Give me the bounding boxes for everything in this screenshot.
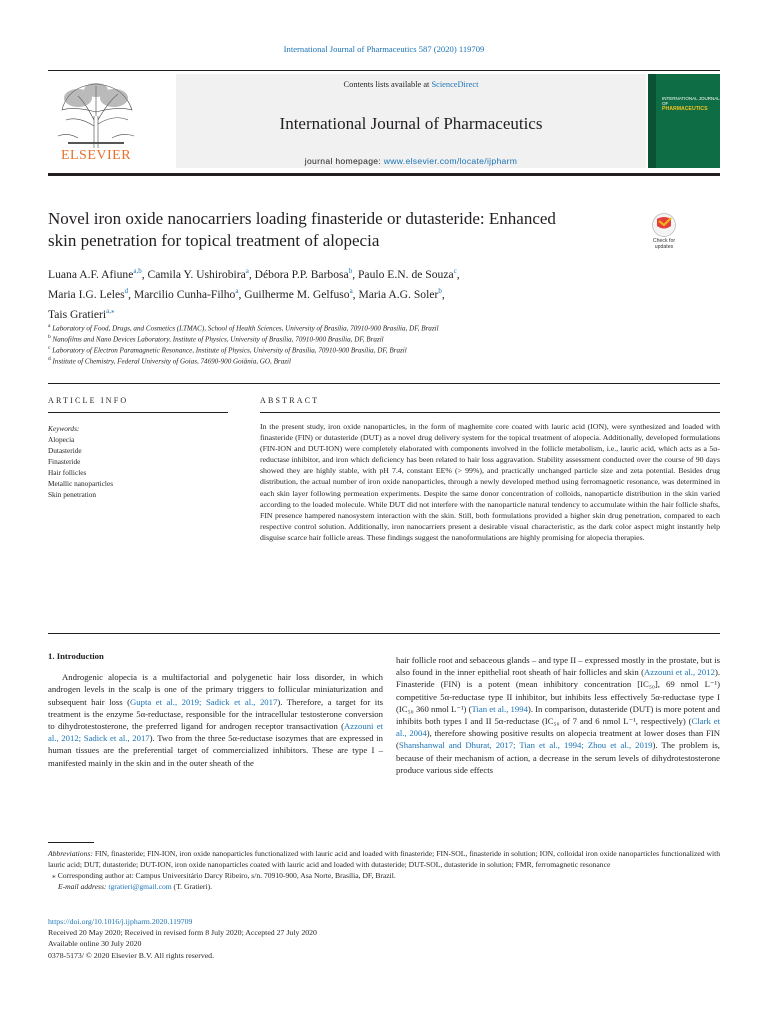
intro-column-right xyxy=(396,654,720,776)
keywords-block xyxy=(48,423,218,500)
intro-column-left xyxy=(48,650,383,769)
footnote-rule xyxy=(48,842,94,843)
homepage-prefix: journal homepage: xyxy=(304,156,382,166)
homepage-link[interactable]: www.elsevier.com/locate/ijpharm xyxy=(383,156,518,166)
keyword: Finasteride xyxy=(48,457,81,466)
cover-title-line2: PHARMACEUTICS xyxy=(662,106,708,112)
journal-name: International Journal of Pharmaceutics xyxy=(279,114,543,133)
email-link[interactable]: tgratieri@gmail.com xyxy=(108,882,172,891)
keyword: Skin penetration xyxy=(48,490,97,499)
sciencedirect-link[interactable]: ScienceDirect xyxy=(431,80,479,89)
intro-paragraph-continued: hair follicle root and sebaceous glands – and type II – expressed mostly in the prostate, but is also found in the inner epithelial root sheath of hair follicles and skin (Azzouni et al., 2012). Finasteride (FIN) is a potent (mean inhibitory concentration [IC₅₀], 69 nmol L⁻¹) competitive 5α-reductase type II inhibitor, but inhibits less effectively 5α-reductase type I (IC₅₀ 360 nmol L⁻¹) (Tian et al., 1994). In comparison, dutasteride (DUT) is more potent and inhibits both types I and II 5α-reductase (IC₅₀ of 7 and 6 nmol L⁻¹, respectively) (Clark et al., 2004), therefore showing positive results on alopecia treatment at lower doses than FIN (Shanshanwal and Dhurat, 2017; Tian et al., 1994; Zhou et al., 2019). The problem is, because of their mechanism of action, a decrease in the serum levels of dihydrotestosterone produce various side effects xyxy=(396,655,721,775)
affiliation: $^a$ Laboratory of Food, Drugs, and Cosmetics (LTMAC), School of Health Sciences, University of Brasília, 70910-900 Brasília, DF, Brazil xyxy=(48,323,439,333)
check-for-updates-line2: updates xyxy=(654,244,674,250)
header-top-rule xyxy=(48,70,720,71)
affiliation: $^d$ Institute of Chemistry, Federal University of Goias, 74690-900 Goiânia, GO, Brazil xyxy=(48,356,291,366)
contents-prefix: Contents lists available at xyxy=(343,80,430,89)
check-for-updates-button[interactable] xyxy=(645,212,683,256)
author[interactable]: Camila Y. Ushirobira$^a$ xyxy=(147,267,249,281)
header-bottom-rule xyxy=(48,173,720,176)
abstract-rule xyxy=(260,412,720,413)
journal-header xyxy=(48,70,720,174)
author[interactable]: Marcilio Cunha-Filho$^a$ xyxy=(133,287,239,301)
publisher-wordmark: ELSEVIER xyxy=(60,148,132,163)
doi-link[interactable]: https://doi.org/10.1016/j.ijpharm.2020.119709 xyxy=(48,917,193,926)
homepage-line xyxy=(176,156,646,166)
keyword: Metallic nanoparticles xyxy=(48,479,114,488)
author[interactable]: Maria I.G. Leles$^d$ xyxy=(48,287,129,301)
contents-line xyxy=(176,80,646,89)
check-for-updates-label xyxy=(645,238,683,250)
author[interactable]: Débora P.P. Barbosa$^b$ xyxy=(254,267,353,281)
author[interactable]: Luana A.F. Afiune$^{a,b}$ xyxy=(48,267,142,281)
check-for-updates-line1: Check for xyxy=(652,238,676,244)
author[interactable]: Guilherme M. Gelfuso$^a$ xyxy=(244,287,353,301)
journal-cover-thumbnail[interactable] xyxy=(648,74,720,168)
article-info-heading: ARTICLE INFO xyxy=(48,396,129,405)
section-divider xyxy=(48,383,720,384)
article-title-line2: skin penetration for topical treatment of alopecia xyxy=(48,231,380,250)
available-online: Available online 30 July 2020 xyxy=(48,939,142,949)
received-dates: Received 20 May 2020; Received in revised form 8 July 2020; Accepted 27 July 2020 xyxy=(48,928,317,938)
cover-band xyxy=(648,74,656,168)
abbreviations-footnote: Abbreviations: FIN, finasteride; FIN-ION, iron oxide nanoparticles functionalized with lauric acid and loaded with finasteride; FIN-SOL, finasteride in solution; ION, colloidal iron oxide nanoparticles functionalized with lauric acid; DUT, dutasteride; DUT-ION, iron oxide nanoparticles coated with lauric acid and loaded with dutasteride; DUT-SOL, dutasteride in solution; FMR, ferromagnetic resonance xyxy=(48,849,720,869)
keyword: Alopecia xyxy=(48,435,75,444)
check-for-updates-icon xyxy=(645,212,683,238)
abstract-heading: ABSTRACT xyxy=(260,396,320,405)
citation-link[interactable]: Clark et al., 2004 xyxy=(396,716,720,739)
affiliation: $^c$ Laboratory of Electron Paramagnetic Resonance, Institute of Physics, University of Brasília, 70910-900 Brasília, DF, Brazil xyxy=(48,345,407,355)
intro-heading: 1. Introduction xyxy=(48,651,104,661)
abstract-text: In the present study, iron oxide nanoparticles, in the form of maghemite core coated with lauric acid (ION), were synthesized and loaded with finasteride (FIN) or dutasteride (DUT) as a novel drug delivery system for the topical treatment of alopecia. Additionally, developed formulations (FIN-ION and DUT-ION) were completely elaborated with components involved in the follicle metabolism, i.e., lauric acid, which acts as a 5α-reductase inhibitor, and iron which deficiency has been related to hair loss aggravation. Stability assessment conducted over the course of 90 days showed they are highly stable, with pH 7.4, constant EE% (> 99%), and practically unchanged particle size and zeta potential. Besides drug distribution, the actual number of iron oxide nanoparticles, through a newly developed method using ferromagnetic resonance, was determined in each skin layer following permeation experiments. Despite the same donor concentration of colloids, nanoparticle distribution in the skin varied according to the loaded molecule. While DUT did not interfere with the nanoparticle natural tendency to accumulate within the hair follicle shafts, FIN presence hampered nanosystem interaction with the skin. Still, both formulations provided a higher skin drug penetration, compared to each respective control solution. Additionally, iron nanocarriers present a desirable visual characteristic, as the dark color aspect might instantly help disguise scarce hair follicle areas. These findings suggest the nanoformulations are highly promising for alopecia therapies. xyxy=(260,422,720,542)
citation-link[interactable]: Azzouni et al., 2012; Sadick et al., 2017 xyxy=(48,721,384,744)
footnotes xyxy=(48,848,720,892)
email-footnote: E-mail address: tgratieri@gmail.com (T. Gratieri). xyxy=(58,882,212,891)
citation-link[interactable]: Tian et al., 1994 xyxy=(471,703,528,714)
author-list: Luana A.F. Afiune$^{a,b}$, Camila Y. Ushirobira$^a$, Débora P.P. Barbosa$^b$, Paulo E.N. de Souza$^c$, Maria I.G. Leles$^d$, Marcilio Cunha-Filho$^a$, Guilherme M. Gelfuso$^a$, Maria A.G. Soler$^b$, Tais Gratieri$^{a,⁎}$ xyxy=(48,267,460,321)
corresponding-author-footnote: ⁎ Corresponding author at: Campus Universitário Darcy Ribeiro, s/n. 70910-900, Asa Norte, Brasília, DF, Brazil. xyxy=(52,871,396,880)
citation-link[interactable]: Gupta et al., 2019; Sadick et al., 2017 xyxy=(130,696,278,707)
keywords-label: Keywords: xyxy=(48,424,80,433)
citation-link[interactable]: Shanshanwal and Dhurat, 2017; Tian et al., 1994; Zhou et al., 2019 xyxy=(398,740,653,751)
journal-banner xyxy=(176,74,646,168)
citation-link[interactable]: Azzouni et al., 2012 xyxy=(644,667,715,678)
article-footer xyxy=(48,916,720,961)
author[interactable]: Paulo E.N. de Souza$^c$ xyxy=(357,267,457,281)
cover-title-line1: INTERNATIONAL JOURNAL OF xyxy=(662,96,720,106)
author[interactable]: Maria A.G. Soler$^b$ xyxy=(358,287,442,301)
copyright: 0378-5173/ © 2020 Elsevier B.V. All rights reserved. xyxy=(48,950,215,960)
journal-reference-link[interactable]: International Journal of Pharmaceutics 587 (2020) 119709 xyxy=(283,44,485,54)
keyword: Hair follicles xyxy=(48,468,87,477)
author[interactable]: Tais Gratieri$^{a,⁎}$ xyxy=(48,307,115,321)
article-title-line1: Novel iron oxide nanocarriers loading finasteride or dutasteride: Enhanced xyxy=(48,209,556,228)
keyword: Dutasteride xyxy=(48,446,82,455)
article-info-rule xyxy=(48,412,228,413)
abstract-bottom-rule xyxy=(48,633,720,634)
intro-paragraph: Androgenic alopecia is a multifactorial and polygenetic hair loss disorder, in which androgen levels in the scalp is one of the primary triggers to follicular miniaturization and subsequent hair loss (Gupta et al., 2019; Sadick et al., 2017). Therefore, a target for its treatment is the enzyme 5α-reductase, responsible for the intracellular testosterone conversion to dihydrotestosterone, the preferred ligand for androgen receptor transactivation (Azzouni et al., 2012; Sadick et al., 2017). Two from the three 5α-reductase isozymes that are expressed in human tissues are the preferential target of commercialized inhibitors. These are type I – manifested mainly in the skin and in the outer sheath of the xyxy=(48,672,384,768)
affiliation: $^b$ Nanofilms and Nano Devices Laboratory, Institute of Physics, University of Brasília, 70910-900 Brasília, DF, Brazil xyxy=(48,334,384,344)
cover-title xyxy=(662,96,720,112)
article-title xyxy=(48,208,638,252)
